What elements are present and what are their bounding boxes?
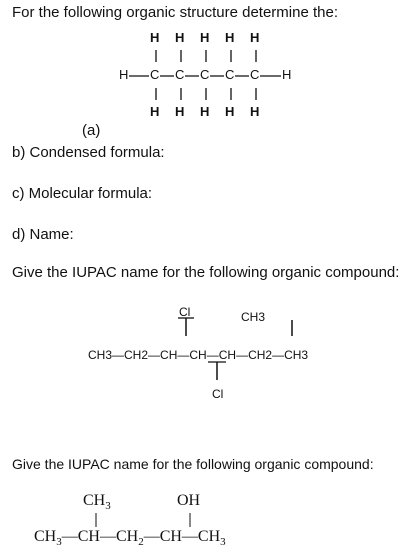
- hydrogen-top-4: H: [225, 30, 235, 45]
- hydrogen-bottom-4: H: [225, 104, 235, 119]
- substituent-ch3-s3: $CH_3$: [83, 492, 111, 513]
- carbon-4: C: [225, 67, 235, 82]
- substituent-ch3: CH3: [241, 310, 266, 324]
- carbon-1: C: [150, 67, 160, 82]
- chain-2-atom-1: CH3—CH2—CH—CH—CH—CH2—CH3: [88, 348, 309, 362]
- question-2-instruction: Give the IUPAC name for the following organic compound:: [12, 264, 400, 281]
- hydrogen-bottom-3: H: [200, 104, 210, 119]
- hydrogen-top-3: H: [200, 30, 210, 45]
- part-c-molecular-formula: c) Molecular formula:: [12, 185, 153, 202]
- hydrogen-left: H: [119, 67, 129, 82]
- carbon-5: C: [250, 67, 260, 82]
- hydrogen-bottom-5: H: [250, 104, 260, 119]
- substituent-oh: OH: [177, 492, 201, 509]
- chain-3: $CH_3—CH—CH_2—CH—CH_3$: [34, 528, 226, 549]
- substituent-cl-top: Cl: [179, 305, 191, 319]
- carbon-2: C: [175, 67, 185, 82]
- carbon-3: C: [200, 67, 210, 82]
- hydrogen-bottom-2: H: [175, 104, 185, 119]
- substituent-cl-bottom: Cl: [212, 387, 224, 401]
- question-3-instruction: Give the IUPAC name for the following organic compound:: [12, 456, 374, 472]
- question-1-instruction: For the following organic structure determine the:: [12, 4, 338, 21]
- part-a-label: (a): [82, 122, 101, 139]
- part-d-name: d) Name:: [12, 226, 74, 243]
- hydrogen-right: H: [282, 67, 292, 82]
- hydrogen-top-1: H: [150, 30, 160, 45]
- part-b-condensed-formula: b) Condensed formula:: [12, 144, 165, 161]
- hydrogen-top-5: H: [250, 30, 260, 45]
- hydrogen-top-2: H: [175, 30, 185, 45]
- hydrogen-bottom-1: H: [150, 104, 160, 119]
